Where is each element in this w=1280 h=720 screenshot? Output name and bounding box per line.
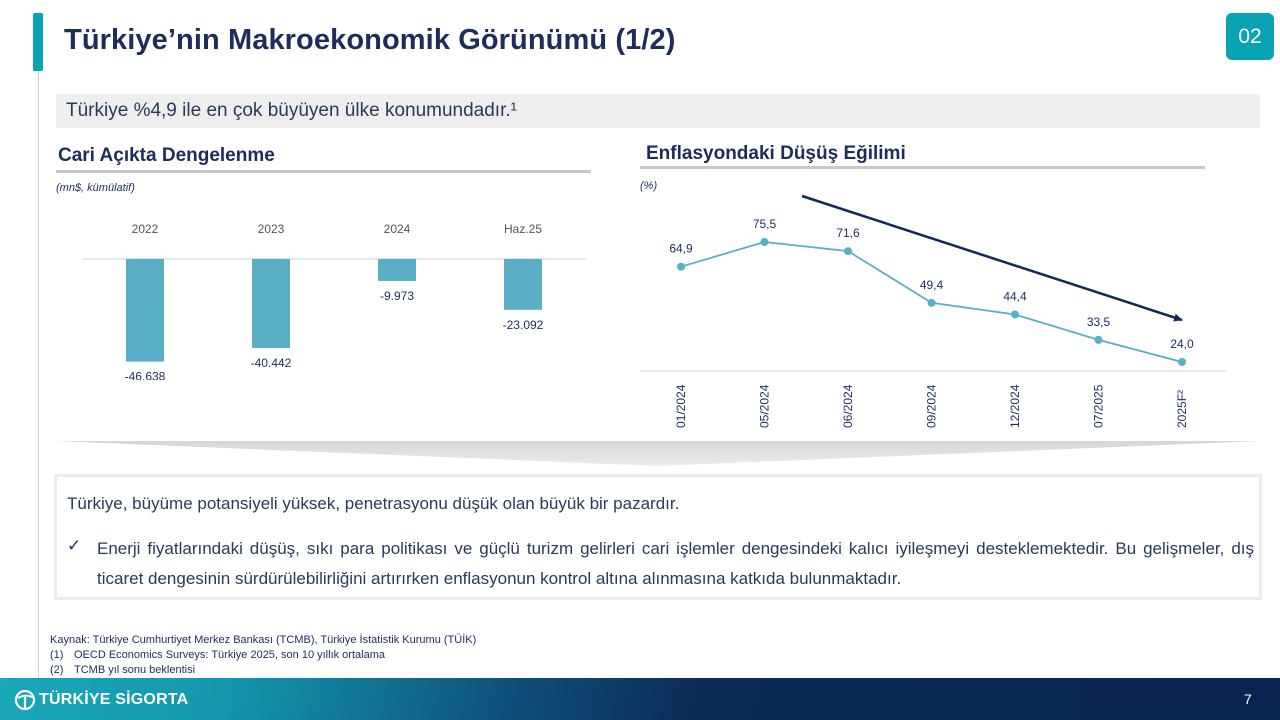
page-number: 7 xyxy=(1244,691,1252,707)
current-account-bar-chart xyxy=(56,200,596,380)
line-category-label: 2025F² xyxy=(1175,389,1189,428)
brand-name: TÜRKİYE SİGORTA xyxy=(39,691,189,708)
brand-logo xyxy=(14,689,188,711)
summary-box xyxy=(54,474,1262,600)
inflation-line-chart xyxy=(636,190,1236,435)
bar xyxy=(504,259,542,310)
summary-bullet: Enerji fiyatlarındaki düşüş, sıkı para politikası ve güçlü turizm gelirleri cari işlemler dengesindeki kalıcı iyileşmeyi desteklemektedir. Bu gelişmeler, dış ticaret dengesinin sürdürülebilirliğini artırırken enflasyonun kontrol altına alınmasına katkıda bulunmaktadır. xyxy=(97,539,1254,588)
footnote-2-text: TCMB yıl sonu beklentisi xyxy=(74,664,196,676)
sources xyxy=(50,633,476,678)
footnote-1-number: (1) xyxy=(50,649,64,661)
footer-background xyxy=(0,678,1280,720)
line-point xyxy=(844,247,852,255)
current-account-unit: (mn$, kümülatif) xyxy=(56,182,135,194)
line-point xyxy=(1095,336,1103,344)
bar-category-label: 2022 xyxy=(131,222,159,236)
line-value-label: 64,9 xyxy=(669,241,693,256)
subtitle-banner xyxy=(56,94,1260,128)
check-icon: ✓ xyxy=(67,536,82,555)
line-value-label: 44,4 xyxy=(1003,289,1027,304)
line-point xyxy=(761,238,769,246)
footnote-1 xyxy=(50,648,476,663)
line-point xyxy=(677,263,685,271)
inflation-title: Enflasyondaki Düşüş Eğilimi xyxy=(646,143,906,164)
line-point xyxy=(1178,358,1186,366)
bar-category-label: 2024 xyxy=(383,222,411,236)
current-account-title-rule xyxy=(56,170,591,173)
inflation-unit: (%) xyxy=(640,180,658,192)
line-category-label: 06/2024 xyxy=(841,384,855,428)
title-accent-bar xyxy=(33,13,43,71)
line-point xyxy=(1011,310,1019,318)
line-value-label: 75,5 xyxy=(752,217,777,231)
bar xyxy=(378,259,416,281)
line-value-label: 71,6 xyxy=(836,226,860,241)
line-category-label: 09/2024 xyxy=(924,384,939,428)
line-value-label: 33,5 xyxy=(1086,314,1111,329)
bar xyxy=(252,259,290,348)
footer-bar xyxy=(0,678,1280,720)
page-title: Türkiye’nin Makroekonomik Görünümü (1/2) xyxy=(64,24,676,56)
bar-value-label: -46.638 xyxy=(124,369,166,380)
chevron-divider xyxy=(56,441,1260,467)
line-category-label: 01/2024 xyxy=(674,384,688,428)
line-point xyxy=(928,299,936,307)
bar-category-label: Haz.25 xyxy=(503,222,543,236)
line-value-label: 24,0 xyxy=(1170,337,1194,351)
bar-value-label: -40.442 xyxy=(250,355,292,370)
bar-value-label: -23.092 xyxy=(502,317,544,332)
footnote-1-text: OECD Economics Surveys: Türkiye 2025, son 10 yıllık ortalama xyxy=(74,649,385,661)
footnote-2-number: (2) xyxy=(50,664,64,676)
bar-value-label: -9.973 xyxy=(379,288,415,303)
footnote-2 xyxy=(50,663,476,678)
brand-mark-icon xyxy=(14,689,36,711)
section-badge: 02 xyxy=(1226,13,1274,60)
line-category-label: 05/2024 xyxy=(757,384,772,428)
source-main: Kaynak: Türkiye Cumhurtiyet Merkez Bankası (TCMB), Türkiye İstatistik Kurumu (TÜİK) xyxy=(50,634,477,646)
current-account-title: Cari Açıkta Dengelenme xyxy=(58,145,275,166)
subtitle-text: Türkiye %4,9 ile en çok büyüyen ülke konumundadır.¹ xyxy=(66,100,517,121)
bar xyxy=(126,259,164,362)
line-category-label: 12/2024 xyxy=(1008,384,1022,428)
left-margin-rule xyxy=(38,14,39,690)
summary-lead: Türkiye, büyüme potansiyeli yüksek, penetrasyonu düşük olan büyük bir pazardır. xyxy=(67,494,680,513)
bar-category-label: 2023 xyxy=(257,222,285,236)
inflation-title-rule xyxy=(640,166,1205,169)
line-value-label: 49,4 xyxy=(919,277,944,292)
line-category-label: 07/2025 xyxy=(1091,384,1106,428)
